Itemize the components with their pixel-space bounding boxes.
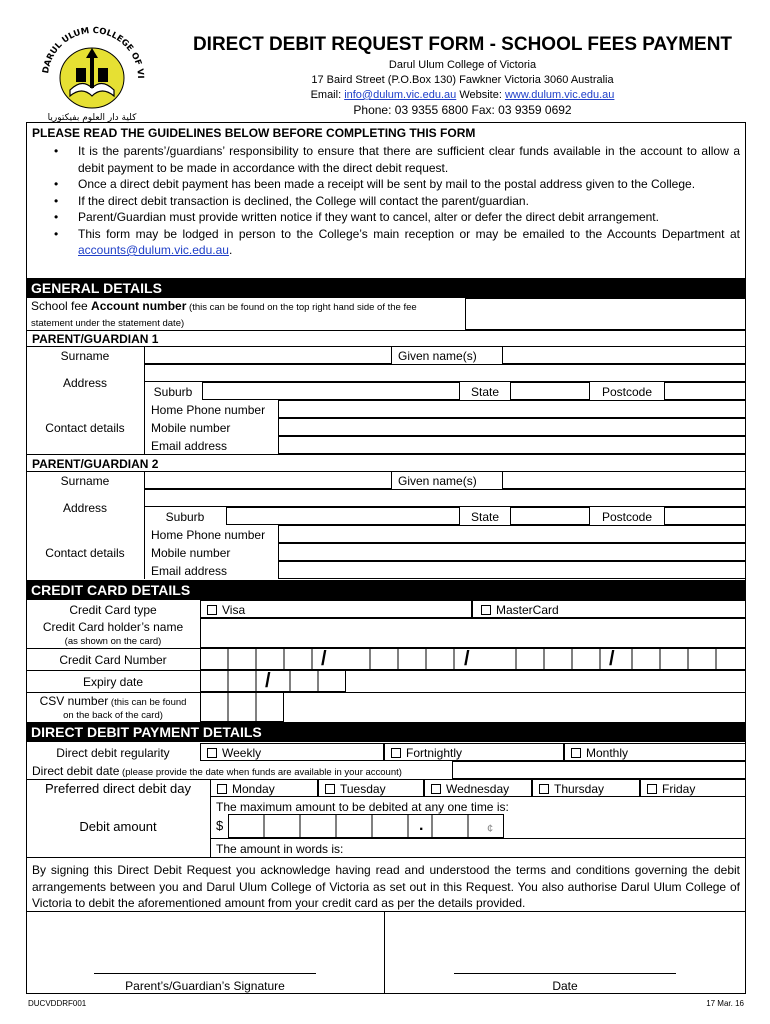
- csv-label: [26, 694, 200, 710]
- amount-digit-boxes: [228, 814, 504, 838]
- pg2-state-label: State: [470, 510, 500, 524]
- pg2-address-field[interactable]: [144, 489, 746, 507]
- card-number-digit-boxes: [200, 648, 746, 670]
- guideline-item: • If the direct debit transaction is declined, the College will contact the parent/guardian.: [30, 193, 740, 210]
- account-prefix: School fee: [31, 299, 92, 313]
- mastercard-option[interactable]: [472, 600, 746, 618]
- monday-option[interactable]: [210, 779, 318, 797]
- form-date: 17 Mar. 16: [706, 999, 744, 1008]
- college-website-link[interactable]: www.dulum.vic.edu.au: [504, 89, 615, 101]
- mastercard-label: MasterCard: [496, 603, 559, 617]
- debit-date-field[interactable]: [452, 761, 746, 779]
- thursday-option[interactable]: [532, 779, 640, 797]
- pg1-address-label: Address: [62, 376, 108, 390]
- card-number-separator: /: [321, 648, 327, 670]
- pg1-given-names-label: Given name(s): [398, 349, 477, 363]
- pg2-address-label: Address: [62, 501, 108, 515]
- weekly-option[interactable]: [200, 743, 384, 761]
- pg2-contact-details-label: Contact details: [45, 546, 125, 560]
- dollar-sign: $: [216, 818, 224, 833]
- debit-date-label: [32, 764, 402, 780]
- friday-label: Friday: [662, 782, 696, 796]
- pg2-postcode-field[interactable]: [664, 507, 746, 525]
- pg2-surname-label: Surname: [60, 474, 110, 488]
- pg1-suburb-field[interactable]: [202, 382, 460, 400]
- guideline-item: • Parent/Guardian must provide written notice if they want to cancel, alter or defer the direct debit arrangement.: [30, 209, 740, 226]
- pg1-contact-details-label: Contact details: [45, 421, 125, 435]
- fortnightly-option[interactable]: [384, 743, 564, 761]
- fortnightly-checkbox[interactable]: [391, 748, 401, 758]
- weekly-checkbox[interactable]: [207, 748, 217, 758]
- wednesday-checkbox[interactable]: [431, 784, 441, 794]
- guidelines-heading: PLEASE READ THE GUIDELINES BELOW BEFORE COMPLETING THIS FORM: [32, 126, 476, 140]
- agreement-text: By signing this Direct Debit Request you acknowledge having read and understood the terms and conditions governing the debit arrangements between you and Darul Ulum College of Victoria as set out in this Request. You also authorise Darul Ulum College of Victoria to debit the aforementioned amount from your credit card as per the details provided.: [32, 863, 740, 910]
- debit-date-note: (please provide the date when funds are available in your account): [119, 767, 402, 778]
- pg2-given-names-label: Given name(s): [398, 474, 477, 488]
- csv-note-line2: on the back of the card): [63, 710, 163, 721]
- pg1-state-field[interactable]: [510, 382, 590, 400]
- visa-option[interactable]: [200, 600, 472, 618]
- card-type-label: Credit Card type: [69, 603, 157, 617]
- pg2-given-names-field[interactable]: [502, 471, 746, 489]
- pg2-email-field[interactable]: [278, 561, 746, 579]
- wednesday-option[interactable]: [424, 779, 532, 797]
- thursday-checkbox[interactable]: [539, 784, 549, 794]
- expiry-label: Expiry date: [82, 675, 144, 689]
- pg1-mobile-label: Mobile number: [151, 421, 231, 435]
- debit-amount-label: Debit amount: [79, 819, 157, 834]
- account-number-field[interactable]: [465, 298, 746, 330]
- account-bold: Account number: [91, 299, 187, 313]
- college-email-link[interactable]: info@dulum.vic.edu.au: [344, 89, 457, 101]
- amount-in-words-field[interactable]: [360, 839, 746, 857]
- pg1-surname-field[interactable]: [144, 346, 392, 364]
- logo-ring-text: DARUL ULUM COLLEGE OF VI: [41, 25, 146, 79]
- tuesday-checkbox[interactable]: [325, 784, 335, 794]
- monday-label: Monday: [232, 782, 275, 796]
- form-code: DUCVDDRF001: [28, 999, 87, 1008]
- pg2-suburb-field[interactable]: [226, 507, 460, 525]
- account-note: (this can be found on the top right hand side of the fee statement under the statement date): [31, 302, 417, 329]
- pg1-given-names-field[interactable]: [502, 346, 746, 364]
- mastercard-checkbox[interactable]: [481, 605, 491, 615]
- email-label: Email:: [310, 89, 342, 101]
- logo-arabic-text: كلية دار العلوم بفيكتوريا: [47, 113, 137, 123]
- date-label: Date: [552, 979, 578, 993]
- pg2-heading: PARENT/GUARDIAN 2: [32, 457, 159, 471]
- pg2-email-label: Email address: [151, 564, 228, 578]
- general-details-heading: GENERAL DETAILS: [26, 278, 746, 298]
- csv-grid[interactable]: [200, 692, 284, 722]
- monday-checkbox[interactable]: [217, 784, 227, 794]
- tuesday-option[interactable]: [318, 779, 424, 797]
- card-number-grid[interactable]: [200, 648, 746, 670]
- tuesday-label: Tuesday: [340, 782, 386, 796]
- website-label: Website:: [459, 89, 502, 101]
- pg1-address-field[interactable]: [144, 364, 746, 382]
- card-holder-note: (as shown on the card): [64, 636, 162, 647]
- friday-checkbox[interactable]: [647, 784, 657, 794]
- pg1-suburb-label: Suburb: [153, 385, 193, 399]
- amount-grid[interactable]: [228, 814, 504, 838]
- decimal-point: .: [419, 817, 424, 834]
- signature-line[interactable]: [94, 973, 316, 974]
- expiry-separator: /: [265, 670, 271, 692]
- college-name: Darul Ulum College of Victoria: [388, 59, 537, 71]
- pg2-postcode-label: Postcode: [601, 510, 653, 524]
- guideline-item: [30, 226, 740, 259]
- date-line[interactable]: [454, 973, 676, 974]
- pg1-home-phone-label: Home Phone number: [151, 403, 266, 417]
- pg1-heading: PARENT/GUARDIAN 1: [32, 332, 159, 346]
- csv-note: (this can be found: [108, 697, 187, 708]
- college-address: 17 Baird Street (P.O.Box 130) Fawkner Victoria 3060 Australia: [311, 74, 614, 86]
- pg1-postcode-field[interactable]: [664, 382, 746, 400]
- signature-label: Parent’s/Guardian’s Signature: [125, 979, 285, 993]
- page-title: DIRECT DEBIT REQUEST FORM - SCHOOL FEES PAYMENT: [192, 34, 733, 55]
- monthly-checkbox[interactable]: [571, 748, 581, 758]
- monthly-option[interactable]: [564, 743, 746, 761]
- pg2-mobile-label: Mobile number: [151, 546, 231, 560]
- guideline-item-end: .: [228, 243, 233, 257]
- card-number-separator: /: [609, 648, 615, 670]
- pg1-home-phone-field[interactable]: [278, 400, 746, 418]
- weekly-label: Weekly: [222, 746, 262, 760]
- college-phone-fax: Phone: 03 9355 6800 Fax: 03 9359 0692: [353, 103, 572, 117]
- expiry-digit-boxes: [200, 670, 346, 692]
- college-logo: [30, 18, 155, 123]
- guidelines-list: [30, 143, 740, 259]
- college-contact-line: [150, 88, 770, 102]
- pg2-home-phone-field[interactable]: [278, 525, 746, 543]
- amount-in-words-label: The amount in words is:: [216, 842, 344, 856]
- visa-checkbox[interactable]: [207, 605, 217, 615]
- pg1-surname-label: Surname: [60, 349, 110, 363]
- card-number-separator: /: [464, 648, 470, 670]
- card-number-label: Credit Card Number: [59, 653, 167, 667]
- guideline-item: • It is the parents’/guardians’ responsibility to ensure that there are sufficient clear funds available in the account to allow a debit payment to be made in accordance with the direct debit request.: [30, 143, 740, 176]
- credit-card-heading: CREDIT CARD DETAILS: [26, 580, 746, 600]
- expiry-grid[interactable]: [200, 670, 346, 692]
- pg2-home-phone-label: Home Phone number: [151, 528, 266, 542]
- cent-sign: ¢: [487, 823, 494, 835]
- card-holder-field[interactable]: [200, 618, 746, 648]
- account-number-label: [31, 299, 461, 331]
- fortnightly-label: Fortnightly: [406, 746, 463, 760]
- pg2-surname-field[interactable]: [144, 471, 392, 489]
- visa-label: Visa: [222, 603, 246, 617]
- accounts-email-link[interactable]: accounts@dulum.vic.edu.au: [78, 243, 229, 257]
- pg1-state-label: State: [470, 385, 500, 399]
- preferred-day-label: Preferred direct debit day: [45, 781, 191, 796]
- guideline-item: • Once a direct debit payment has been made a receipt will be sent by mail to the postal address given to the College.: [30, 176, 740, 193]
- wednesday-label: Wednesday: [446, 782, 510, 796]
- max-amount-label: The maximum amount to be debited at any one time is:: [216, 800, 509, 814]
- csv-digit-boxes: [200, 692, 284, 722]
- pg2-mobile-field[interactable]: [278, 543, 746, 561]
- friday-option[interactable]: [640, 779, 746, 797]
- regularity-label: Direct debit regularity: [56, 746, 170, 760]
- guideline-item-text: This form may be lodged in person to the College’s main reception or may be emailed to the Accounts Department at: [78, 226, 740, 241]
- payment-details-heading: DIRECT DEBIT PAYMENT DETAILS: [26, 722, 746, 742]
- pg2-suburb-label: Suburb: [165, 510, 205, 524]
- pg1-email-label: Email address: [151, 439, 228, 453]
- pg1-postcode-label: Postcode: [601, 385, 653, 399]
- card-holder-label: Credit Card holder’s name: [42, 620, 184, 634]
- pg2-state-field[interactable]: [510, 507, 590, 525]
- csv-label-text: CSV number: [39, 694, 109, 708]
- pg1-mobile-field[interactable]: [278, 418, 746, 436]
- thursday-label: Thursday: [554, 782, 605, 796]
- monthly-label: Monthly: [586, 746, 629, 760]
- debit-date-label-text: Direct debit date: [32, 764, 120, 778]
- pg1-email-field[interactable]: [278, 436, 746, 454]
